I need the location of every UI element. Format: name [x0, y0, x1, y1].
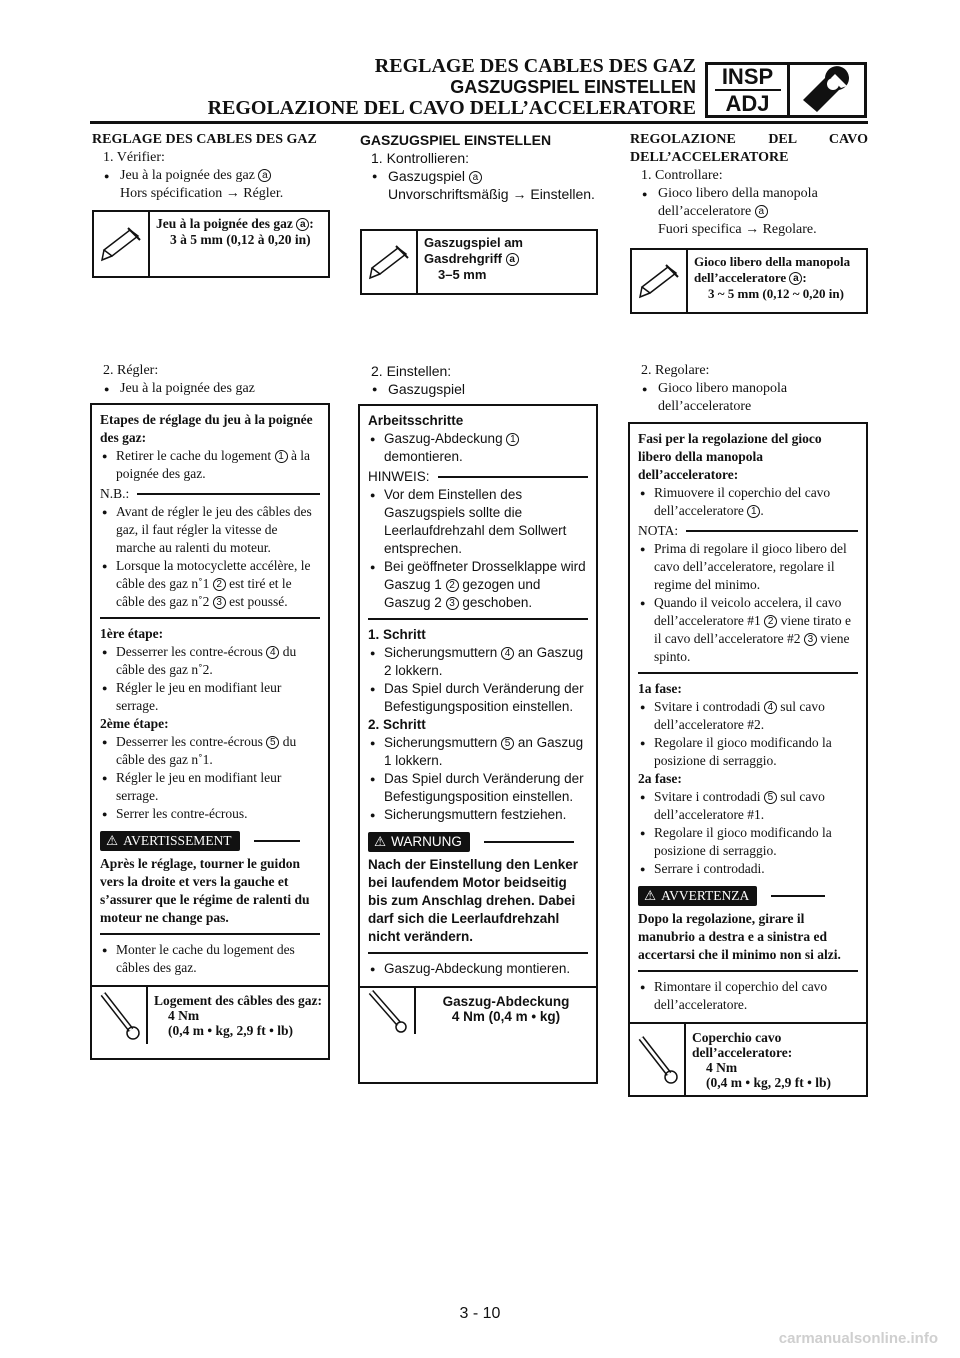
step2-it: 2. Regolare: ● Gioco libero manopola dell’acceleratore — [630, 362, 868, 416]
torque-wrench-icon — [92, 987, 148, 1044]
section-title-fr: REGLAGE DES CABLES DES GAZ — [92, 132, 317, 147]
warning-badge-fr: ⚠ AVERTISSEMENT — [100, 831, 240, 851]
header-title-it: REGOLAZIONE DEL CAVO DELL’ACCELERATORE — [207, 97, 696, 119]
procedure-box-fr: Etapes de réglage du jeu à la poignée des gaz: ● Retirer le cache du logement 1 à la poignée des gaz. N.B.: ● Avant de régler le jeu des câbles des gaz, il faut régler la vitesse de marche au ralenti du moteur. ● Lorsque la motocyclette accélère, le câble des gaz n˚1 2 est tiré et le câble des gaz n˚2 3 est poussé. 1ère étape: ● Desserrer les contre-écrous 4 du câble des gaz n˚2. ● Régler le jeu en modifiant leur serrage. 2ème étape: ● Desserrer les contre-écrous 5 du câble des gaz n˚1. ● Régler le jeu en modifiant leur serrage. ● Serrer les contre-écrous. ⚠ AVERTISSEMENT Après le réglage, tourner le guidon vers la droite et vers la gauche et s’assurer que le régime de ralenti du moteur ne change pas. ● Monter le cache du logement des câbles des gaz. Logement des câbles des gaz: 4 Nm (0,4 m • kg, 2,9 ft • lb) — [90, 403, 330, 1060]
pencil-icon — [362, 231, 418, 293]
header-title-de: GASZUGSPIEL EINSTELLEN — [450, 77, 696, 97]
wrench-icon — [790, 65, 864, 115]
badge-insp-label: INSP — [721, 64, 774, 89]
page-number: 3 - 10 — [459, 1305, 501, 1322]
section-title-de: GASZUGSPIEL EINSTELLEN — [360, 132, 552, 148]
warning-badge-it: ⚠ AVVERTENZA — [638, 886, 757, 906]
torque-wrench-icon — [630, 1024, 686, 1096]
spec-box-de: Gaszugspiel am Gasdrehgriff a 3–5 mm — [360, 229, 598, 295]
header-title-fr: REGLAGE DES CABLES DES GAZ — [374, 55, 696, 77]
page-header — [180, 56, 696, 119]
column-fr: REGLAGE DES CABLES DES GAZ 1. Vérifier: ● Jeu à la poignée des gaz a Hors spécification → Régler. — [92, 131, 330, 203]
torque-box-de: Gaszug-Abdeckung 4 Nm (0,4 m • kg) — [360, 986, 596, 1034]
warning-triangle-icon: ⚠ — [374, 834, 387, 849]
torque-box-fr: Logement des câbles des gaz: 4 Nm (0,4 m • kg, 2,9 ft • lb) — [92, 985, 328, 1044]
warning-badge-de: ⚠ WARNUNG — [368, 832, 470, 852]
callout-a: a — [258, 169, 271, 182]
torque-wrench-icon — [360, 988, 416, 1034]
spec-box-it: Gioco libero della manopola dell’acceleratore a : 3 ~ 5 mm (0,12 ~ 0,20 in) — [630, 248, 868, 314]
pencil-icon — [632, 250, 688, 312]
torque-box-it: Coperchio cavo dell’acceleratore: 4 Nm (0,4 m • kg, 2,9 ft • lb) — [630, 1022, 866, 1096]
spec-box-fr: Jeu à la poignée des gaz a : 3 à 5 mm (0,12 à 0,20 in) — [92, 210, 330, 278]
column-de: GASZUGSPIEL EINSTELLEN 1. Kontrollieren: ● Gaszugspiel a Unvorschriftsmäßig → Einstellen. — [360, 131, 598, 203]
pencil-icon — [94, 212, 150, 276]
step2-de: 2. Einstellen: ● Gaszugspiel — [360, 362, 598, 398]
column-it: REGOLAZIONE DEL CAVO DELL’ACCELERATORE 1. Controllare: ● Gioco libero della manopola dell’acceleratore a Fuori specifica → Regolare. — [630, 131, 868, 239]
procedure-box-de: Arbeitsschritte ● Gaszug-Abdeckung 1 demontieren. HINWEIS: ● Vor dem Einstellen des Gaszugspiels sollte die Leerlaufdrehzahl dem Sollwert entsprechen. ● Bei geöffneter Drosselklappe wird Gaszug 1 2 gezogen und Gaszug 2 3 geschoben. 1. Schritt ● Sicherungsmuttern 4 an Gaszug 2 lokkern. ● Das Spiel durch Veränderung der Befestigungsposition einstellen. 2. Schritt ● Sicherungsmuttern 5 an Gaszug 1 lokkern. ● Das Spiel durch Veränderung der Befestigungsposition einstellen. ● Sicherungsmuttern festziehen. ⚠ WARNUNG Nach der Einstellung den Lenker bei laufendem Motor beidseitig bis zum Anschlag drehen. Dabei darf sich die Leerlaufdrehzahl nicht verändern. ● Gaszug-Abdeckung montieren. Gaszug-Abdeckung 4 Nm (0,4 m • kg) — [358, 404, 598, 1084]
note-header-fr: N.B.: — [100, 485, 320, 503]
section-title-it: REGOLAZIONE DEL CAVO DELL’ACCELERATORE — [630, 132, 868, 165]
watermark-footer: carmanualsonline.info — [778, 1330, 938, 1347]
step2-fr: 2. Régler: ● Jeu à la poignée des gaz — [92, 362, 330, 398]
insp-adj-badge — [705, 62, 867, 118]
procedure-box-it: Fasi per la regolazione del gioco libero della manopola dell’acceleratore: ● Rimuovere il coperchio del cavo dell’acceleratore 1 . NOTA: ● Prima di regolare il gioco libero del cavo dell’acceleratore, regolare il regime del minimo. ● Quando il veicolo accelera, il cavo dell’acceleratore #1 2 viene tirato e il cavo dell’acceleratore #2 3 viene spinto. 1a fase: ● Svitare i controdadi 4 sul cavo dell’acceleratore #2. ● Regolare il gioco modificando la posizione di serraggio. 2a fase: ● Svitare i controdadi 5 sul cavo dell’acceleratore #1. ● Regolare il gioco modificando la posizione di serraggio. ● Serrare i controdadi. ⚠ AVVERTENZA Dopo la regolazione, girare il manubrio a destra e a sinistra ed accertarsi che il minimo non si alzi. ● Rimontare il coperchio del cavo dell’acceleratore. Coperchio cavo dell’acceleratore: 4 Nm (0,4 m • kg, 2,9 ft • lb) — [628, 422, 868, 1097]
badge-adj-label: ADJ — [725, 91, 770, 116]
warning-triangle-icon: ⚠ — [106, 833, 119, 848]
header-rule — [90, 121, 868, 124]
warning-triangle-icon: ⚠ — [644, 888, 657, 903]
